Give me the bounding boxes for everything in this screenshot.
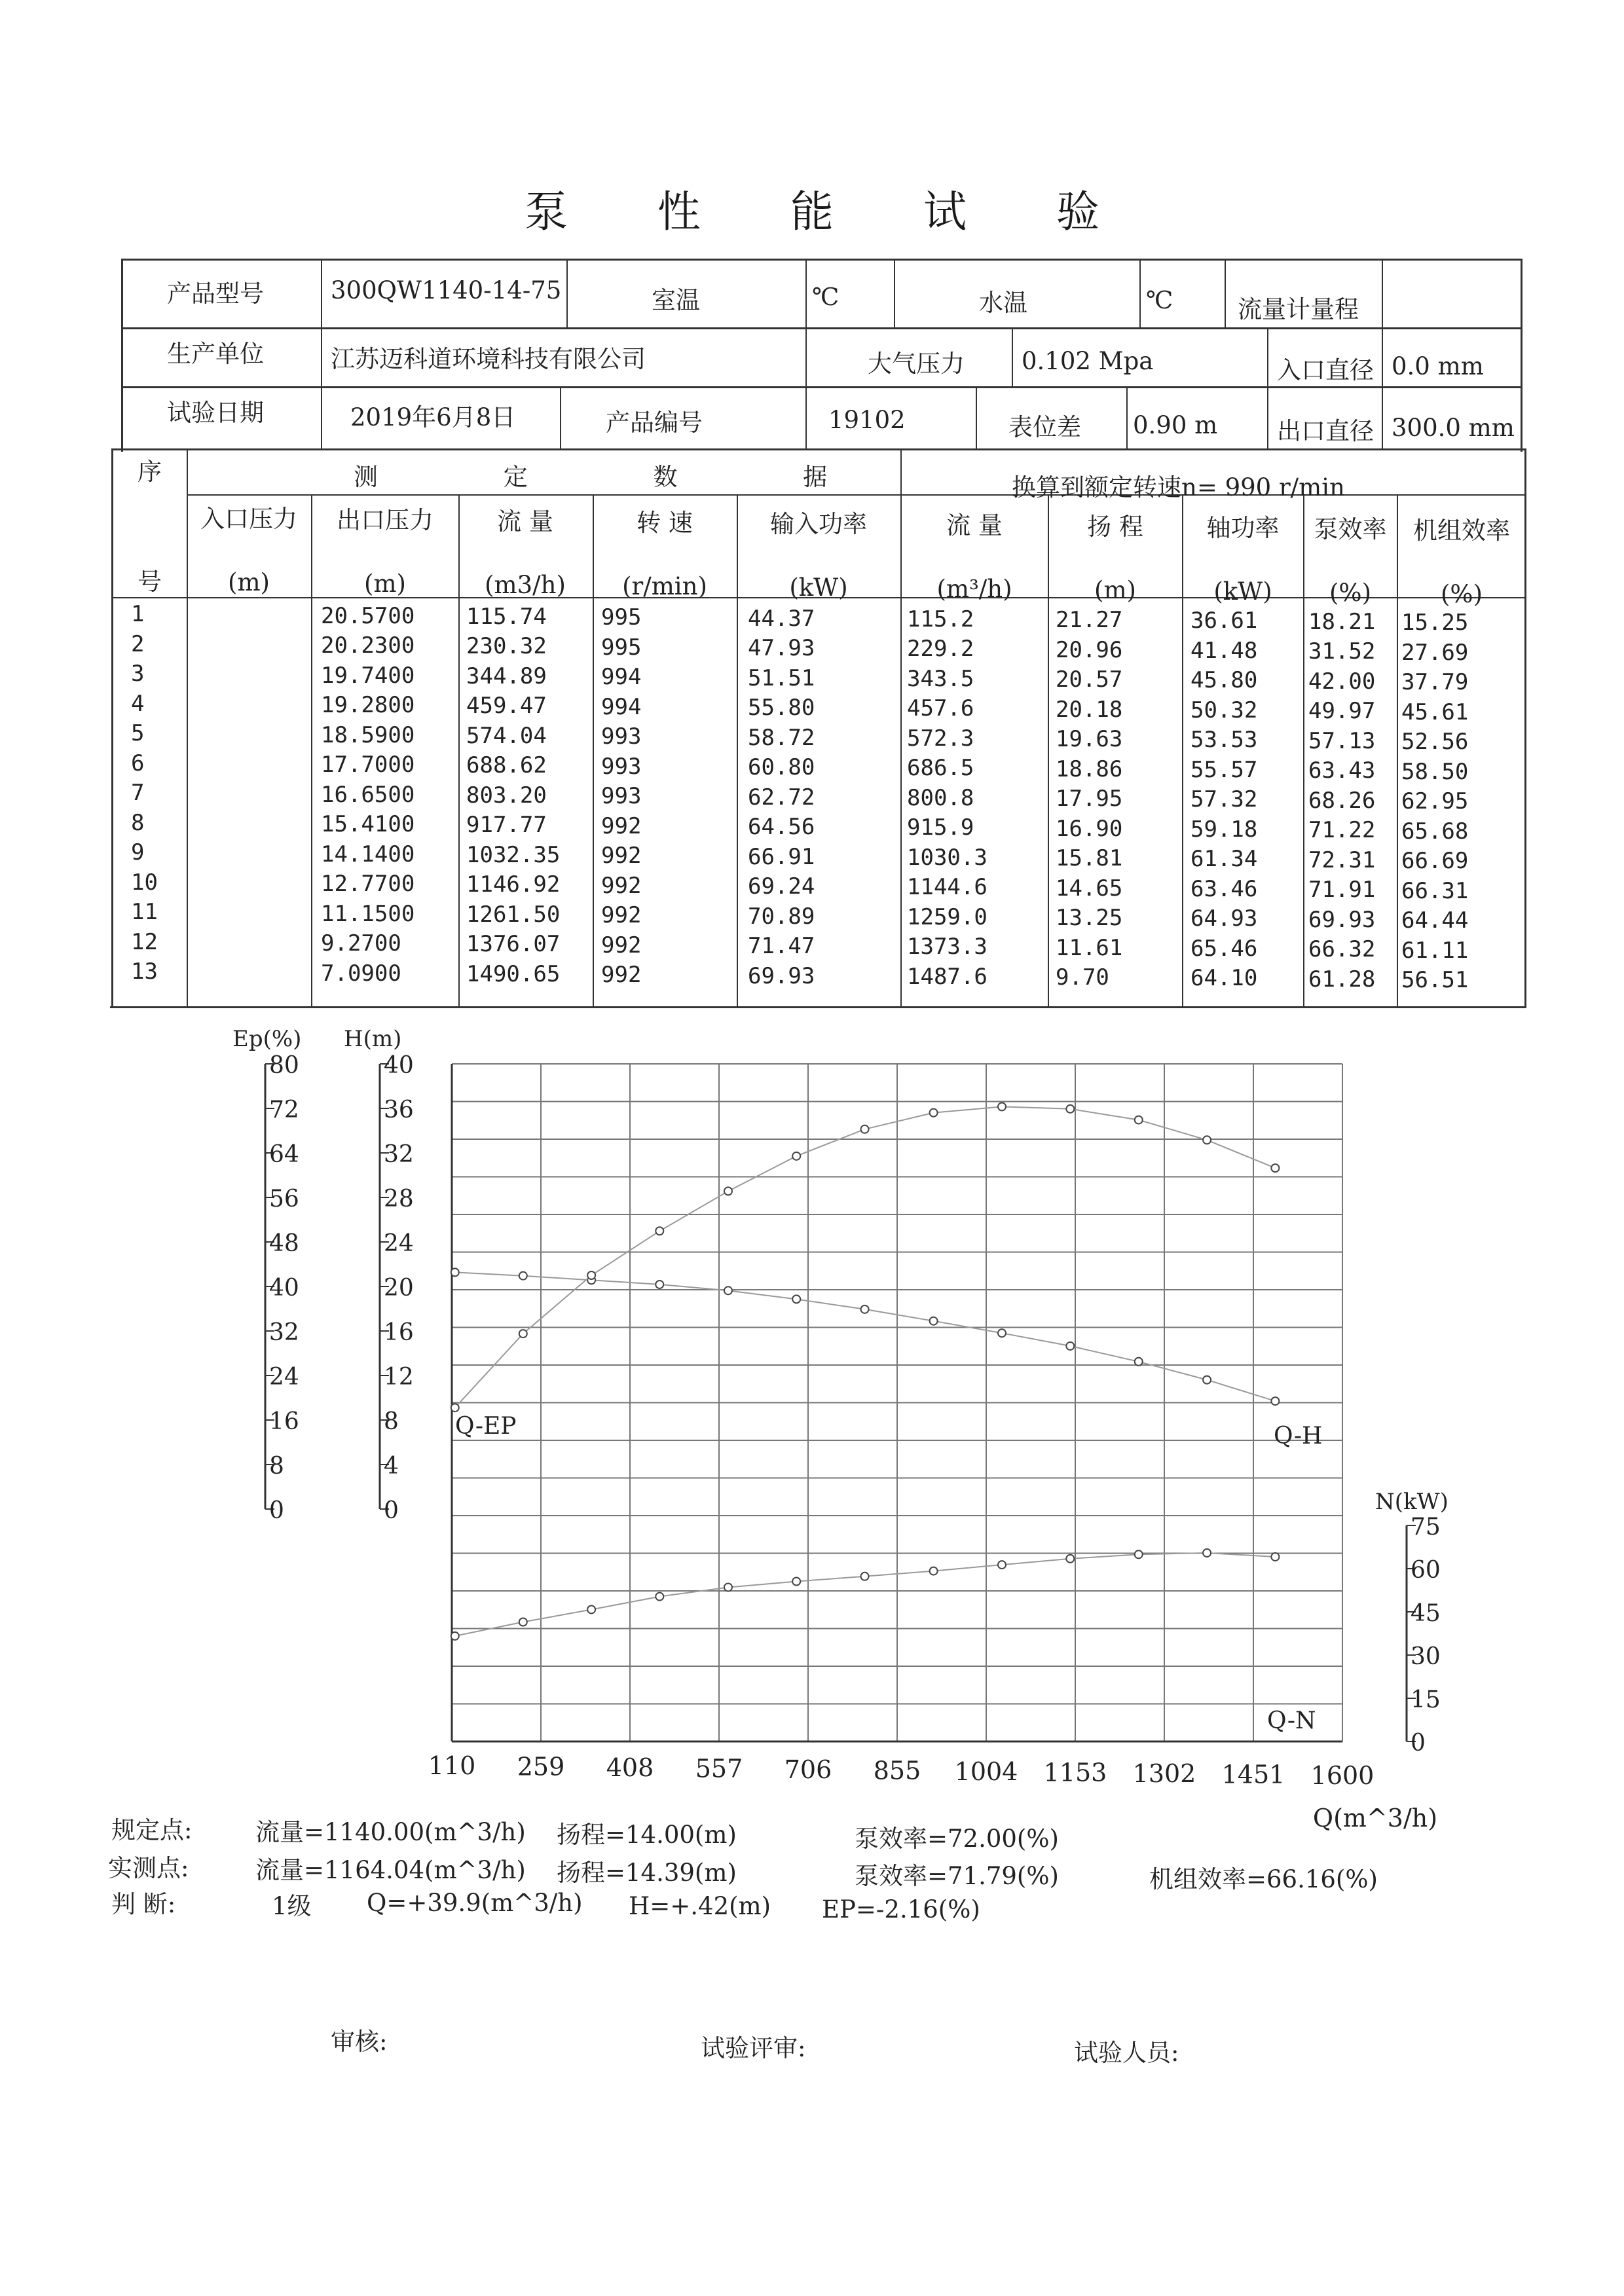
measured-flow: 流量=1164.04(m^3/h) bbox=[255, 1856, 526, 1884]
table-cell: 45.61 bbox=[1401, 699, 1469, 725]
column-unit: (kW) bbox=[789, 574, 848, 602]
data-point-ep bbox=[519, 1330, 527, 1338]
data-point-ep bbox=[587, 1271, 595, 1279]
data-point-h bbox=[998, 1329, 1006, 1337]
data-point-n bbox=[519, 1618, 527, 1626]
judge-ep: EP=-2.16(%) bbox=[822, 1895, 980, 1923]
table-cell: 14.65 bbox=[1056, 875, 1123, 902]
review-signature-label: 审核: bbox=[331, 2028, 388, 2056]
table-cell: 992 bbox=[601, 843, 642, 869]
table-cell: 68.26 bbox=[1308, 787, 1376, 814]
x-tick-label: 1302 bbox=[1132, 1759, 1196, 1788]
data-point-h bbox=[1271, 1397, 1279, 1405]
ep-tick-label: 24 bbox=[269, 1364, 299, 1391]
table-cell: 8 bbox=[131, 809, 145, 836]
table-cell: 343.5 bbox=[907, 665, 974, 692]
data-point-n bbox=[655, 1593, 663, 1601]
column-header: 扬 程 bbox=[1087, 513, 1143, 541]
page-title: 泵 性 能 试 验 bbox=[525, 187, 1137, 237]
serial-label: 产品编号 bbox=[606, 409, 703, 437]
data-point-n bbox=[587, 1605, 595, 1613]
x-tick-label: 1004 bbox=[954, 1757, 1018, 1786]
table-cell: 686.5 bbox=[907, 755, 974, 782]
column-header: 输入功率 bbox=[770, 510, 867, 538]
table-cell: 64.56 bbox=[748, 814, 815, 840]
ep-tick-label: 32 bbox=[269, 1319, 299, 1346]
data-point-ep bbox=[451, 1404, 459, 1412]
h-tick-label: 16 bbox=[384, 1319, 414, 1346]
series-line-n bbox=[455, 1553, 1276, 1636]
table-cell: 17.7000 bbox=[321, 752, 415, 778]
data-point-ep bbox=[1135, 1116, 1143, 1124]
data-point-ep bbox=[655, 1227, 663, 1235]
table-cell: 36.61 bbox=[1190, 608, 1258, 634]
table-cell: 9.70 bbox=[1056, 964, 1109, 991]
column-unit: (kW) bbox=[1213, 577, 1272, 606]
n-tick-label: 15 bbox=[1411, 1686, 1441, 1713]
h-tick-label: 20 bbox=[384, 1275, 414, 1302]
table-cell: 574.04 bbox=[466, 722, 547, 749]
x-tick-label: 110 bbox=[428, 1751, 476, 1780]
table-cell: 18.5900 bbox=[321, 721, 415, 748]
judge-q: Q=+39.9(m^3/h) bbox=[367, 1889, 583, 1917]
table-cell: 1490.65 bbox=[466, 960, 561, 987]
data-point-h bbox=[1135, 1358, 1143, 1366]
table-cell: 1376.07 bbox=[466, 931, 561, 958]
table-cell: 21.27 bbox=[1056, 607, 1123, 634]
outlet-dia-label: 出口直径 bbox=[1277, 417, 1374, 445]
table-cell: 31.52 bbox=[1308, 638, 1376, 665]
table-cell: 66.32 bbox=[1308, 936, 1376, 963]
h-tick-label: 40 bbox=[384, 1052, 414, 1079]
tester-signature-label: 试验人员: bbox=[1074, 2039, 1179, 2067]
table-cell: 15.25 bbox=[1401, 610, 1469, 636]
pressure-value: 0.102 Mpa bbox=[1022, 347, 1154, 375]
data-point-n bbox=[1135, 1550, 1143, 1558]
table-cell: 20.18 bbox=[1056, 696, 1123, 723]
data-point-h bbox=[519, 1272, 527, 1280]
table-cell: 57.13 bbox=[1308, 727, 1376, 754]
table-cell: 41.48 bbox=[1190, 637, 1258, 664]
column-header: 出口压力 bbox=[337, 506, 434, 534]
table-cell: 65.46 bbox=[1190, 935, 1258, 962]
table-cell: 56.51 bbox=[1401, 967, 1469, 993]
serial-value: 19102 bbox=[828, 406, 906, 434]
water-temp-unit: ℃ bbox=[1146, 286, 1173, 314]
table-cell: 51.51 bbox=[748, 665, 815, 691]
data-point-h bbox=[930, 1317, 938, 1325]
table-cell: 917.77 bbox=[466, 812, 547, 839]
table-cell: 5 bbox=[131, 720, 145, 746]
table-cell: 19.7400 bbox=[321, 662, 415, 689]
table-cell: 63.43 bbox=[1308, 757, 1376, 784]
q-n-label: Q-N bbox=[1267, 1707, 1316, 1734]
column-unit: (%) bbox=[1440, 580, 1483, 608]
table-cell: 1030.3 bbox=[907, 844, 987, 871]
table-cell: 71.22 bbox=[1308, 817, 1376, 844]
table-cell: 71.47 bbox=[748, 933, 815, 959]
ep-tick-label: 72 bbox=[269, 1097, 299, 1123]
table-cell: 13 bbox=[131, 958, 158, 985]
data-point-n bbox=[861, 1573, 869, 1580]
data-point-h bbox=[861, 1305, 869, 1313]
outlet-dia-value: 300.0 mm bbox=[1392, 414, 1515, 442]
table-cell: 58.50 bbox=[1401, 758, 1469, 785]
table-cell: 7.0900 bbox=[321, 960, 401, 987]
data-point-ep bbox=[1271, 1164, 1279, 1172]
table-cell: 49.97 bbox=[1308, 698, 1376, 725]
room-temp-unit: ℃ bbox=[812, 283, 840, 311]
table-cell: 72.31 bbox=[1308, 847, 1376, 873]
ep-tick-label: 8 bbox=[269, 1453, 284, 1480]
table-cell: 13.25 bbox=[1056, 905, 1123, 932]
table-cell: 992 bbox=[601, 962, 642, 989]
table-cell: 1373.3 bbox=[907, 934, 987, 960]
table-cell: 115.74 bbox=[466, 603, 547, 630]
column-header: 机组效率 bbox=[1413, 517, 1510, 545]
date-value: 2019年6月8日 bbox=[350, 403, 516, 431]
data-point-h bbox=[724, 1286, 732, 1294]
column-unit: (m) bbox=[228, 568, 270, 596]
ep-axis-label: Ep(%) bbox=[232, 1026, 302, 1052]
data-point-h bbox=[1203, 1376, 1211, 1384]
table-cell: 6 bbox=[131, 750, 145, 776]
room-temp-label: 室温 bbox=[652, 286, 700, 314]
model-value: 300QW1140-14-75 bbox=[331, 276, 562, 304]
data-point-n bbox=[930, 1567, 938, 1575]
table-cell: 915.9 bbox=[907, 814, 974, 841]
table-cell: 50.32 bbox=[1190, 697, 1258, 723]
table-cell: 344.89 bbox=[466, 663, 547, 689]
seq-header-bottom: 号 bbox=[138, 568, 162, 596]
measured-label: 实测点: bbox=[108, 1854, 189, 1882]
column-unit: (%) bbox=[1329, 579, 1372, 607]
table-cell: 993 bbox=[601, 783, 642, 810]
table-cell: 1 bbox=[131, 601, 145, 627]
column-unit: (m³/h) bbox=[936, 575, 1012, 603]
column-header: 流 量 bbox=[946, 511, 1003, 539]
table-cell: 7 bbox=[131, 780, 145, 806]
x-tick-label: 408 bbox=[606, 1753, 654, 1782]
table-cell: 457.6 bbox=[907, 695, 974, 722]
series-line-h bbox=[455, 1272, 1276, 1401]
table-cell: 20.57 bbox=[1056, 666, 1123, 693]
table-cell: 11 bbox=[131, 899, 158, 925]
data-point-h bbox=[792, 1295, 800, 1303]
data-point-ep bbox=[998, 1102, 1006, 1110]
table-cell: 71.91 bbox=[1308, 877, 1376, 903]
table-cell: 572.3 bbox=[907, 725, 974, 752]
rated-head: 扬程=14.00(m) bbox=[557, 1821, 737, 1849]
h-tick-label: 12 bbox=[384, 1364, 414, 1391]
table-cell: 61.11 bbox=[1401, 937, 1469, 964]
inlet-dia-value: 0.0 mm bbox=[1392, 352, 1484, 380]
table-cell: 69.93 bbox=[748, 962, 815, 989]
gauge-diff-value: 0.90 m bbox=[1133, 411, 1218, 439]
table-cell: 20.96 bbox=[1056, 636, 1123, 663]
data-point-n bbox=[998, 1561, 1006, 1569]
h-tick-label: 28 bbox=[384, 1186, 414, 1212]
table-cell: 993 bbox=[601, 723, 642, 750]
model-label: 产品型号 bbox=[167, 280, 264, 308]
table-cell: 800.8 bbox=[907, 784, 974, 811]
judge-grade: 1级 bbox=[272, 1892, 312, 1920]
data-point-ep bbox=[930, 1109, 938, 1117]
table-cell: 1146.92 bbox=[466, 871, 561, 898]
inlet-dia-label: 入口直径 bbox=[1277, 356, 1374, 384]
table-cell: 11.1500 bbox=[321, 900, 415, 927]
table-cell: 1261.50 bbox=[466, 901, 561, 928]
table-cell: 20.5700 bbox=[321, 602, 415, 629]
data-point-n bbox=[1066, 1555, 1074, 1563]
table-cell: 55.57 bbox=[1190, 756, 1258, 783]
table-cell: 19.63 bbox=[1056, 726, 1123, 753]
table-cell: 62.72 bbox=[748, 784, 815, 811]
table-cell: 69.24 bbox=[748, 873, 815, 900]
table-cell: 14.1400 bbox=[321, 841, 415, 867]
ep-tick-label: 16 bbox=[269, 1408, 299, 1435]
n-tick-label: 45 bbox=[1411, 1600, 1441, 1627]
column-header: 轴功率 bbox=[1206, 514, 1280, 542]
table-cell: 12 bbox=[131, 928, 158, 955]
table-cell: 66.31 bbox=[1401, 877, 1469, 904]
column-unit: (r/min) bbox=[622, 572, 707, 600]
table-cell: 992 bbox=[601, 902, 642, 929]
table-cell: 27.69 bbox=[1401, 639, 1469, 666]
n-axis-label: N(kW) bbox=[1375, 1489, 1449, 1515]
table-cell: 64.44 bbox=[1401, 907, 1469, 934]
measured-group-header: 测 定 数 据 bbox=[354, 463, 887, 491]
h-tick-label: 4 bbox=[384, 1453, 399, 1480]
table-cell: 61.34 bbox=[1190, 846, 1258, 873]
column-header: 流 量 bbox=[497, 507, 553, 536]
seq-header-top: 序 bbox=[138, 458, 162, 486]
h-tick-label: 8 bbox=[384, 1408, 399, 1435]
converted-group-header: 换算到额定转速n= 990 r/min bbox=[1012, 473, 1345, 501]
table-cell: 459.47 bbox=[466, 693, 547, 720]
rated-flow: 流量=1140.00(m^3/h) bbox=[255, 1818, 526, 1846]
table-cell: 45.80 bbox=[1190, 667, 1258, 694]
table-cell: 995 bbox=[601, 634, 642, 661]
h-axis-label: H(m) bbox=[344, 1026, 402, 1052]
table-cell: 19.2800 bbox=[321, 692, 415, 719]
table-cell: 64.93 bbox=[1190, 905, 1258, 932]
table-cell: 15.81 bbox=[1056, 845, 1123, 872]
table-cell: 53.53 bbox=[1190, 727, 1258, 754]
x-tick-label: 1600 bbox=[1310, 1761, 1375, 1790]
x-tick-label: 259 bbox=[517, 1752, 565, 1781]
table-cell: 66.91 bbox=[748, 843, 815, 870]
x-tick-label: 1153 bbox=[1043, 1758, 1107, 1787]
table-cell: 995 bbox=[601, 604, 642, 631]
x-tick-label: 557 bbox=[695, 1754, 743, 1783]
table-cell: 2 bbox=[131, 630, 145, 657]
judge-h: H=+.42(m) bbox=[629, 1892, 771, 1920]
rated-label: 规定点: bbox=[111, 1816, 193, 1844]
column-unit: (m) bbox=[364, 570, 406, 598]
table-cell: 3 bbox=[131, 661, 145, 687]
data-point-h bbox=[1066, 1342, 1074, 1350]
table-cell: 992 bbox=[601, 872, 642, 899]
test-review-signature-label: 试验评审: bbox=[701, 2034, 806, 2062]
table-cell: 993 bbox=[601, 753, 642, 780]
x-axis-label: Q(m^3/h) bbox=[1312, 1804, 1438, 1832]
table-cell: 59.18 bbox=[1190, 816, 1258, 843]
table-cell: 55.80 bbox=[748, 695, 815, 721]
table-cell: 44.37 bbox=[748, 605, 815, 632]
measured-head: 扬程=14.39(m) bbox=[557, 1859, 737, 1887]
flow-range-label: 流量计量程 bbox=[1238, 295, 1359, 323]
column-unit: (m) bbox=[1094, 576, 1136, 604]
column-header: 泵效率 bbox=[1314, 515, 1387, 543]
table-cell: 992 bbox=[601, 932, 642, 958]
table-cell: 47.93 bbox=[748, 635, 815, 661]
ep-tick-label: 56 bbox=[269, 1186, 299, 1212]
table-cell: 60.80 bbox=[748, 754, 815, 780]
ep-tick-label: 0 bbox=[269, 1497, 284, 1524]
table-cell: 992 bbox=[601, 812, 642, 839]
data-point-ep bbox=[792, 1152, 800, 1160]
ep-tick-label: 48 bbox=[269, 1230, 299, 1257]
maker-label: 生产单位 bbox=[167, 340, 264, 368]
pressure-label: 大气压力 bbox=[868, 350, 965, 378]
q-ep-label: Q-EP bbox=[455, 1413, 517, 1440]
table-cell: 20.2300 bbox=[321, 632, 415, 659]
date-label: 试验日期 bbox=[167, 399, 264, 427]
x-tick-label: 1451 bbox=[1221, 1760, 1285, 1789]
table-cell: 15.4100 bbox=[321, 811, 415, 838]
data-point-ep bbox=[1203, 1136, 1211, 1144]
table-cell: 63.46 bbox=[1190, 875, 1258, 902]
table-cell: 1032.35 bbox=[466, 841, 561, 868]
h-tick-label: 0 bbox=[384, 1497, 399, 1524]
gauge-diff-label: 表位差 bbox=[1008, 413, 1081, 441]
data-point-ep bbox=[861, 1125, 869, 1133]
table-cell: 229.2 bbox=[907, 636, 974, 663]
table-cell: 61.28 bbox=[1308, 966, 1376, 993]
table-cell: 115.2 bbox=[907, 606, 974, 632]
n-tick-label: 75 bbox=[1411, 1514, 1441, 1540]
table-cell: 9 bbox=[131, 839, 145, 866]
h-tick-label: 36 bbox=[384, 1097, 414, 1123]
table-cell: 69.93 bbox=[1308, 906, 1376, 933]
table-cell: 66.69 bbox=[1401, 848, 1469, 874]
x-tick-label: 706 bbox=[784, 1755, 832, 1784]
table-cell: 37.79 bbox=[1401, 669, 1469, 695]
table-cell: 9.2700 bbox=[321, 930, 401, 957]
table-cell: 4 bbox=[131, 690, 145, 717]
measured-eff: 泵效率=71.79(%) bbox=[855, 1862, 1059, 1890]
x-tick-label: 855 bbox=[873, 1756, 921, 1785]
column-header: 转 速 bbox=[637, 509, 693, 537]
data-point-n bbox=[451, 1632, 459, 1640]
table-cell: 1487.6 bbox=[907, 963, 987, 990]
data-point-n bbox=[1271, 1553, 1279, 1561]
table-cell: 58.72 bbox=[748, 724, 815, 751]
water-temp-label: 水温 bbox=[979, 289, 1027, 317]
table-cell: 42.00 bbox=[1308, 668, 1376, 695]
table-cell: 17.95 bbox=[1056, 786, 1123, 812]
data-point-n bbox=[792, 1577, 800, 1585]
q-h-label: Q-H bbox=[1274, 1423, 1323, 1449]
data-point-n bbox=[1203, 1549, 1211, 1557]
data-point-h bbox=[655, 1281, 663, 1288]
table-cell: 52.56 bbox=[1401, 729, 1469, 755]
rated-eff: 泵效率=72.00(%) bbox=[855, 1825, 1059, 1853]
table-cell: 803.20 bbox=[466, 782, 547, 809]
data-point-ep bbox=[724, 1187, 732, 1195]
table-cell: 994 bbox=[601, 664, 642, 691]
table-cell: 57.32 bbox=[1190, 786, 1258, 813]
table-cell: 62.95 bbox=[1401, 788, 1469, 814]
table-cell: 65.68 bbox=[1401, 818, 1469, 845]
table-cell: 688.62 bbox=[466, 752, 547, 779]
table-cell: 11.61 bbox=[1056, 934, 1123, 961]
table-cell: 994 bbox=[601, 693, 642, 720]
table-cell: 18.21 bbox=[1308, 608, 1376, 635]
column-unit: (m3/h) bbox=[485, 571, 566, 599]
h-tick-label: 32 bbox=[384, 1141, 414, 1168]
judge-label: 判 断: bbox=[111, 1890, 176, 1918]
measured-unit-eff: 机组效率=66.16(%) bbox=[1149, 1865, 1378, 1893]
table-cell: 18.86 bbox=[1056, 756, 1123, 782]
ep-tick-label: 64 bbox=[269, 1141, 299, 1168]
data-point-n bbox=[724, 1583, 732, 1591]
table-cell: 70.89 bbox=[748, 903, 815, 930]
maker-value: 江苏迈科道环境科技有限公司 bbox=[331, 345, 646, 373]
data-point-h bbox=[451, 1268, 459, 1276]
n-tick-label: 30 bbox=[1411, 1643, 1441, 1670]
column-header: 入口压力 bbox=[200, 505, 297, 533]
series-line-ep bbox=[455, 1106, 1276, 1408]
table-cell: 16.6500 bbox=[321, 781, 415, 808]
table-cell: 10 bbox=[131, 869, 158, 896]
table-cell: 230.32 bbox=[466, 633, 547, 660]
data-point-ep bbox=[1066, 1105, 1074, 1113]
n-tick-label: 0 bbox=[1411, 1730, 1426, 1757]
ep-tick-label: 40 bbox=[269, 1275, 299, 1302]
table-cell: 1144.6 bbox=[907, 874, 987, 901]
table-cell: 1259.0 bbox=[907, 903, 987, 930]
table-cell: 12.7700 bbox=[321, 871, 415, 898]
h-tick-label: 24 bbox=[384, 1230, 414, 1257]
ep-tick-label: 80 bbox=[269, 1052, 299, 1079]
table-cell: 16.90 bbox=[1056, 815, 1123, 842]
n-tick-label: 60 bbox=[1411, 1557, 1441, 1584]
table-cell: 64.10 bbox=[1190, 965, 1258, 992]
